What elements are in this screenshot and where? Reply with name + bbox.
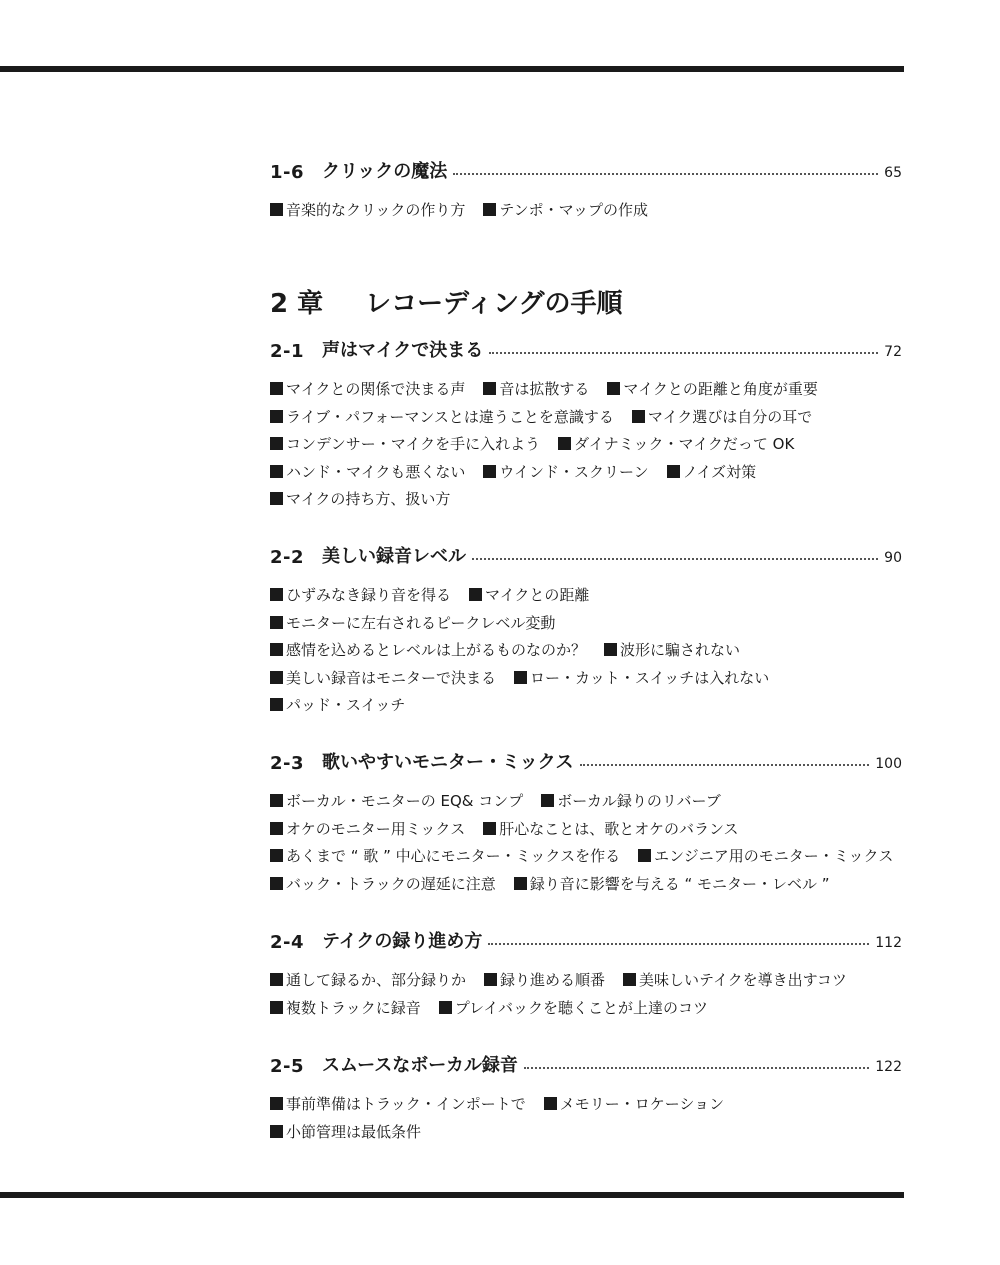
section-page-number: 100 [875, 756, 902, 772]
topic-label: 音は拡散する [499, 380, 590, 398]
square-bullet-icon [667, 465, 680, 478]
square-bullet-icon [270, 382, 283, 395]
square-bullet-icon [607, 382, 620, 395]
toc-section-2-3 [270, 748, 902, 898]
section-heading[interactable] [270, 748, 902, 774]
square-bullet-icon [270, 877, 283, 890]
topic-label: テンポ・マップの作成 [499, 201, 649, 219]
topic-line [270, 692, 902, 720]
square-bullet-icon [483, 822, 496, 835]
topic-item[interactable] [270, 665, 496, 693]
topic-line [270, 665, 902, 693]
topic-item[interactable] [270, 637, 586, 665]
section-number: 2-3 [270, 753, 305, 774]
topic-item[interactable] [667, 459, 757, 487]
topic-label: ハンド・マイクも悪くない [286, 462, 466, 481]
section-topics [270, 197, 902, 225]
section-topics [270, 376, 902, 514]
topic-line [270, 582, 902, 610]
section-number: 1-6 [270, 162, 305, 183]
section-title: クリックの魔法 [322, 161, 448, 182]
topic-label: ノイズ対策 [682, 462, 757, 481]
topic-label: 美味しいテイクを導き出すコツ [639, 971, 847, 989]
topic-item[interactable] [270, 486, 450, 514]
square-bullet-icon [483, 203, 496, 216]
topic-label: ウインド・スクリーン [499, 462, 649, 481]
topic-item[interactable] [270, 995, 421, 1023]
square-bullet-icon [439, 1001, 452, 1014]
section-topics [270, 788, 902, 898]
topic-label: 美しい録音はモニターで決まる [286, 668, 497, 687]
section-title: 歌いやすいモニター・ミックス [322, 752, 574, 773]
square-bullet-icon [270, 973, 283, 986]
topic-item[interactable] [270, 404, 614, 432]
square-bullet-icon [270, 822, 283, 835]
section-title: スムースなボーカル録音 [322, 1055, 518, 1076]
topic-label: プレイバックを聴くことが上達のコツ [454, 998, 709, 1017]
dot-leader [489, 352, 878, 354]
topic-item[interactable] [270, 459, 465, 487]
topic-label: 感情を込めるとレベルは上がるものなのか？ [286, 641, 587, 659]
square-bullet-icon [270, 588, 283, 601]
section-title: 美しい録音レベル [322, 546, 467, 567]
topic-label: 録り進める順番 [500, 971, 606, 989]
section-number: 2-4 [270, 932, 305, 953]
topic-item[interactable] [604, 637, 740, 665]
square-bullet-icon [270, 492, 283, 505]
toc-section-2-1 [270, 336, 902, 514]
topic-item[interactable] [270, 816, 465, 844]
topic-label: 音楽的なクリックの作り方 [286, 201, 466, 219]
chapter-title: レコーディングの手順 [365, 289, 623, 319]
square-bullet-icon [484, 973, 497, 986]
topic-item[interactable] [541, 788, 721, 816]
topic-line [270, 967, 902, 995]
table-of-contents [270, 0, 902, 1265]
toc-section-1-6 [270, 157, 902, 225]
topic-label: パッド・スイッチ [286, 696, 406, 714]
topic-item[interactable] [270, 197, 465, 225]
square-bullet-icon [270, 698, 283, 711]
topic-label: マイクとの距離と角度が重要 [623, 380, 818, 398]
topic-item[interactable] [270, 871, 496, 899]
topic-item[interactable] [514, 871, 830, 899]
square-bullet-icon [558, 437, 571, 450]
toc-section-2-2 [270, 542, 902, 720]
square-bullet-icon [632, 410, 645, 423]
bottom-rule [0, 1192, 904, 1198]
section-page-number: 112 [875, 935, 902, 951]
topic-item[interactable] [439, 995, 708, 1023]
topic-line [270, 610, 902, 638]
topic-item[interactable] [638, 843, 893, 871]
topic-label: 事前準備はトラック・インポートで [286, 1095, 526, 1113]
topic-line [270, 459, 902, 487]
chapter-number: 2 章 [270, 289, 324, 319]
topic-label: バック・トラックの遅延に注意 [286, 874, 496, 893]
topic-item[interactable] [483, 459, 648, 487]
square-bullet-icon [270, 616, 283, 629]
section-topics [270, 967, 902, 1022]
square-bullet-icon [270, 794, 283, 807]
square-bullet-icon [270, 410, 283, 423]
topic-label: マイクの持ち方、扱い方 [286, 490, 451, 508]
square-bullet-icon [270, 203, 283, 216]
dot-leader [580, 764, 870, 766]
topic-label: ライブ・パフォーマンスとは違うことを意識する [286, 407, 614, 426]
section-page-number: 65 [884, 165, 902, 181]
section-number: 2-1 [270, 341, 305, 362]
topic-label: 複数トラックに録音 [286, 998, 421, 1017]
topic-item[interactable] [483, 816, 738, 844]
section-topics [270, 1091, 902, 1146]
topic-label: ダイナミック・マイクだって OK [574, 435, 795, 453]
topic-item[interactable] [270, 788, 523, 816]
topic-item[interactable] [270, 692, 405, 720]
square-bullet-icon [514, 671, 527, 684]
square-bullet-icon [270, 437, 283, 450]
topic-line [270, 637, 902, 665]
section-number: 2-5 [270, 1056, 305, 1077]
topic-label: コンデンサー・マイクを手に入れよう [286, 435, 541, 453]
topic-label: ボーカル録りのリバーブ [557, 792, 721, 810]
topic-line [270, 197, 902, 225]
topic-label: ロー・カット・スイッチは入れない [530, 668, 770, 687]
topic-line [270, 1091, 902, 1119]
section-heading[interactable] [270, 927, 902, 953]
section-heading[interactable] [270, 336, 902, 362]
topic-item[interactable] [623, 967, 847, 995]
topic-item[interactable] [270, 843, 620, 871]
toc-section-2-4 [270, 927, 902, 1022]
topic-label: 小節管理は最低条件 [286, 1122, 422, 1141]
topic-label: あくまで “ 歌 ” 中心にモニター・ミックスを作る [286, 847, 621, 865]
topic-label: マイクとの距離 [485, 586, 590, 604]
topic-item[interactable] [544, 1091, 724, 1119]
square-bullet-icon [514, 877, 527, 890]
square-bullet-icon [270, 643, 283, 656]
toc-section-2-5 [270, 1051, 902, 1146]
topic-label: エンジニア用のモニター・ミックス [654, 847, 894, 865]
topic-line [270, 431, 902, 459]
topic-line [270, 871, 902, 899]
square-bullet-icon [604, 643, 617, 656]
topic-label: ボーカル・モニターの EQ& コンプ [286, 792, 524, 810]
square-bullet-icon [270, 849, 283, 862]
topic-item[interactable] [558, 431, 794, 459]
topic-item[interactable] [270, 967, 466, 995]
topic-label: メモリー・ロケーション [559, 1095, 725, 1113]
topic-label: 波形に騙されない [620, 641, 741, 659]
topic-label: ひずみなき録り音を得る [286, 586, 452, 604]
topic-line [270, 376, 902, 404]
section-heading[interactable] [270, 157, 902, 183]
topic-line [270, 486, 902, 514]
topic-label: マイクとの関係で決まる声 [286, 380, 466, 398]
topic-line [270, 843, 902, 871]
section-heading[interactable] [270, 542, 902, 568]
topic-item[interactable] [270, 582, 451, 610]
topic-item[interactable] [514, 665, 769, 693]
square-bullet-icon [541, 794, 554, 807]
topic-label: 録り音に影響を与える “ モニター・レベル ” [529, 874, 830, 893]
square-bullet-icon [469, 588, 482, 601]
square-bullet-icon [638, 849, 651, 862]
dot-leader [524, 1067, 869, 1069]
topic-line [270, 995, 902, 1023]
topic-item[interactable] [483, 376, 589, 404]
topic-line [270, 816, 902, 844]
square-bullet-icon [483, 465, 496, 478]
square-bullet-icon [270, 1097, 283, 1110]
chapter-heading [270, 283, 623, 320]
square-bullet-icon [270, 1001, 283, 1014]
topic-item[interactable] [270, 376, 465, 404]
square-bullet-icon [544, 1097, 557, 1110]
topic-item[interactable] [270, 1091, 526, 1119]
section-page-number: 122 [875, 1059, 902, 1075]
dot-leader [472, 558, 878, 560]
topic-item[interactable] [469, 582, 589, 610]
square-bullet-icon [270, 1125, 283, 1138]
section-title: テイクの録り進め方 [322, 931, 483, 952]
topic-label: マイク選びは自分の耳で [647, 407, 813, 426]
dot-leader [453, 173, 878, 175]
topic-label: オケのモニター用ミックス [286, 819, 466, 838]
section-heading[interactable] [270, 1051, 902, 1077]
section-title: 声はマイクで決まる [322, 340, 484, 361]
section-page-number: 72 [884, 344, 902, 360]
square-bullet-icon [623, 973, 636, 986]
topic-item[interactable] [632, 404, 812, 432]
topic-label: モニターに左右されるピークレベル変動 [286, 613, 556, 632]
topic-item[interactable] [270, 1119, 421, 1147]
section-page-number: 90 [884, 550, 902, 566]
square-bullet-icon [270, 465, 283, 478]
section-number: 2-2 [270, 547, 305, 568]
topic-item[interactable] [270, 610, 555, 638]
square-bullet-icon [483, 382, 496, 395]
topic-item[interactable] [607, 376, 817, 404]
topic-label: 肝心なことは、歌とオケのバランス [499, 819, 739, 838]
square-bullet-icon [270, 671, 283, 684]
section-topics [270, 582, 902, 720]
topic-line [270, 788, 902, 816]
dot-leader [488, 943, 869, 945]
topic-item[interactable] [484, 967, 605, 995]
topic-label: 通して録るか、部分録りか [286, 971, 467, 989]
topic-line [270, 404, 902, 432]
topic-line [270, 1119, 902, 1147]
topic-item[interactable] [270, 431, 540, 459]
topic-item[interactable] [483, 197, 648, 225]
